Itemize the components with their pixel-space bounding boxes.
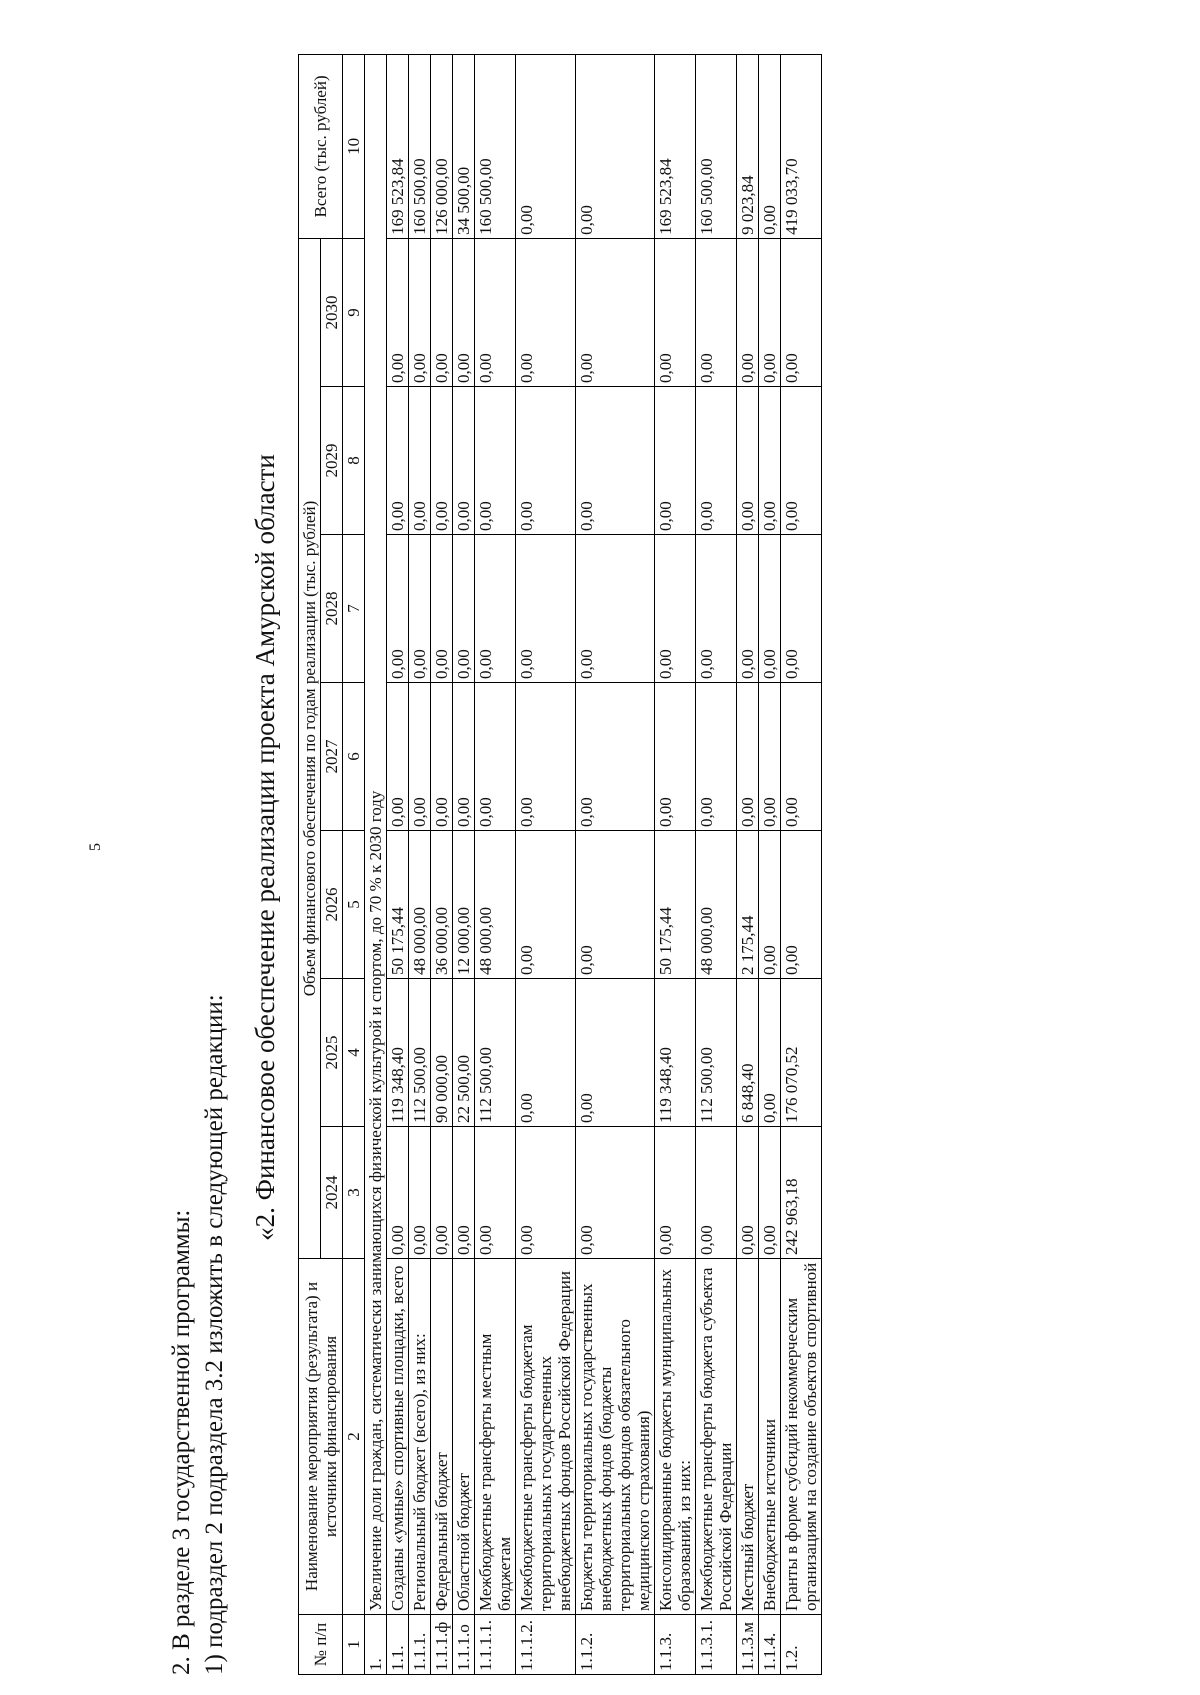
row-value: 0,00 bbox=[516, 683, 576, 831]
table-row bbox=[431, 54, 453, 1674]
row-value: 0,00 bbox=[475, 387, 516, 535]
row-value: 0,00 bbox=[781, 683, 822, 831]
row-value: 0,00 bbox=[409, 535, 431, 683]
row-num: 1.1.1.2. bbox=[516, 1615, 576, 1675]
row-value: 0,00 bbox=[516, 831, 576, 979]
row-value: 0,00 bbox=[655, 387, 696, 535]
row-value: 48 000,00 bbox=[696, 831, 737, 979]
row-value: 0,00 bbox=[781, 535, 822, 683]
row-value: 0,00 bbox=[453, 683, 475, 831]
row-name: Межбюджетные трансферты местным бюджетам bbox=[475, 1259, 516, 1615]
row-name: Бюджеты территориальных государственных внебюджетных фондов (бюджеты территориальных фондов обязательного медицинского страхования) bbox=[576, 1259, 655, 1615]
header-year: 2029 bbox=[321, 387, 343, 535]
row-name: Внебюджетные источники bbox=[759, 1259, 781, 1615]
row-name: Межбюджетные трансферты бюджетам территориальных государственных внебюджетных фондов Российской Федерации bbox=[516, 1259, 576, 1615]
row-value: 0,00 bbox=[453, 387, 475, 535]
row-value: 112 500,00 bbox=[409, 979, 431, 1127]
row-name: Межбюджетные трансферты бюджета субъекта Российской Федерации bbox=[696, 1259, 737, 1615]
row-value: 0,00 bbox=[475, 535, 516, 683]
row-value: 0,00 bbox=[655, 683, 696, 831]
row-value: 0,00 bbox=[387, 238, 409, 386]
row-value: 0,00 bbox=[655, 535, 696, 683]
col-number: 7 bbox=[343, 535, 365, 683]
row-value: 0,00 bbox=[696, 387, 737, 535]
row-value: 48 000,00 bbox=[409, 831, 431, 979]
row-value: 0,00 bbox=[516, 238, 576, 386]
row-value: 0,00 bbox=[431, 683, 453, 831]
col-number: 6 bbox=[343, 683, 365, 831]
row-value: 22 500,00 bbox=[453, 979, 475, 1127]
row-value: 0,00 bbox=[475, 1127, 516, 1259]
col-number: 2 bbox=[343, 1259, 365, 1615]
header-year: 2026 bbox=[321, 831, 343, 979]
header-total: Всего (тыс. рублей) bbox=[299, 54, 343, 238]
row-value: 0,00 bbox=[453, 535, 475, 683]
row-value: 0,00 bbox=[409, 387, 431, 535]
goal-num: 1. bbox=[365, 1615, 387, 1675]
row-value: 0,00 bbox=[696, 238, 737, 386]
row-total: 126 000,00 bbox=[431, 54, 453, 238]
row-value: 0,00 bbox=[576, 683, 655, 831]
intro-line-1: 2. В разделе 3 государственной программы: bbox=[168, 1209, 195, 1675]
row-value: 6 848,40 bbox=[737, 979, 759, 1127]
row-value: 0,00 bbox=[387, 535, 409, 683]
row-value: 0,00 bbox=[576, 979, 655, 1127]
row-value: 0,00 bbox=[759, 979, 781, 1127]
col-number: 8 bbox=[343, 387, 365, 535]
row-value: 0,00 bbox=[737, 683, 759, 831]
row-num: 1.1.3.м bbox=[737, 1615, 759, 1675]
row-value: 0,00 bbox=[759, 683, 781, 831]
row-value: 0,00 bbox=[696, 535, 737, 683]
row-num: 1.1.2. bbox=[576, 1615, 655, 1675]
col-number: 9 bbox=[343, 238, 365, 386]
table-row bbox=[387, 54, 409, 1674]
row-value: 0,00 bbox=[576, 1127, 655, 1259]
table-row bbox=[759, 54, 781, 1674]
row-num: 1.1.1.о bbox=[453, 1615, 475, 1675]
row-num: 1.1.1.1. bbox=[475, 1615, 516, 1675]
row-value: 0,00 bbox=[431, 238, 453, 386]
row-total: 160 500,00 bbox=[409, 54, 431, 238]
header-volume: Объем финансового обеспечения по годам реализации (тыс. рублей) bbox=[299, 238, 321, 1258]
row-name: Созданы «умные» спортивные площадки, всего bbox=[387, 1259, 409, 1615]
row-value: 0,00 bbox=[781, 831, 822, 979]
row-value: 0,00 bbox=[655, 1127, 696, 1259]
row-total: 169 523,84 bbox=[387, 54, 409, 238]
header-year: 2027 bbox=[321, 683, 343, 831]
row-value: 0,00 bbox=[453, 1127, 475, 1259]
row-total: 169 523,84 bbox=[655, 54, 696, 238]
row-value: 0,00 bbox=[409, 683, 431, 831]
row-num: 1.1. bbox=[387, 1615, 409, 1675]
col-number: 5 bbox=[343, 831, 365, 979]
row-value: 0,00 bbox=[655, 238, 696, 386]
row-value: 0,00 bbox=[696, 1127, 737, 1259]
row-value: 12 000,00 bbox=[453, 831, 475, 979]
row-value: 0,00 bbox=[576, 535, 655, 683]
row-value: 0,00 bbox=[409, 1127, 431, 1259]
header-year: 2024 bbox=[321, 1127, 343, 1259]
row-value: 0,00 bbox=[387, 1127, 409, 1259]
row-value: 0,00 bbox=[431, 535, 453, 683]
row-num: 1.1.1. bbox=[409, 1615, 431, 1675]
row-name: Региональный бюджет (всего), из них: bbox=[409, 1259, 431, 1615]
row-value: 119 348,40 bbox=[655, 979, 696, 1127]
table-row bbox=[453, 54, 475, 1674]
row-value: 0,00 bbox=[737, 387, 759, 535]
table-row bbox=[576, 54, 655, 1674]
table-row bbox=[409, 54, 431, 1674]
col-number: 1 bbox=[343, 1615, 365, 1675]
row-total: 160 500,00 bbox=[475, 54, 516, 238]
row-value: 0,00 bbox=[453, 238, 475, 386]
row-value: 112 500,00 bbox=[475, 979, 516, 1127]
row-num: 1.1.3. bbox=[655, 1615, 696, 1675]
row-value: 90 000,00 bbox=[431, 979, 453, 1127]
row-num: 1.2. bbox=[781, 1615, 822, 1675]
row-value: 0,00 bbox=[475, 238, 516, 386]
row-value: 2 175,44 bbox=[737, 831, 759, 979]
table-row bbox=[781, 54, 822, 1674]
row-total: 419 033,70 bbox=[781, 54, 822, 238]
row-value: 0,00 bbox=[387, 683, 409, 831]
row-value: 0,00 bbox=[576, 238, 655, 386]
row-total: 9 023,84 bbox=[737, 54, 759, 238]
row-value: 176 070,52 bbox=[781, 979, 822, 1127]
intro-line-2: 1) подраздел 2 подраздела 3.2 изложить в следующей редакции: bbox=[201, 994, 228, 1675]
row-value: 0,00 bbox=[759, 831, 781, 979]
row-value: 0,00 bbox=[759, 1127, 781, 1259]
row-value: 0,00 bbox=[781, 387, 822, 535]
row-num: 1.1.3.1. bbox=[696, 1615, 737, 1675]
row-value: 0,00 bbox=[759, 535, 781, 683]
page-number: 5 bbox=[87, 843, 104, 851]
column-numbers-row bbox=[343, 54, 365, 1674]
row-value: 36 000,00 bbox=[431, 831, 453, 979]
header-name: Наименование мероприятия (результата) и источники финансирования bbox=[299, 1259, 343, 1615]
row-total: 34 500,00 bbox=[453, 54, 475, 238]
row-name: Гранты в форме субсидий некоммерческим организациям на создание объектов спортивной bbox=[781, 1259, 822, 1615]
row-total: 0,00 bbox=[576, 54, 655, 238]
row-value: 0,00 bbox=[737, 1127, 759, 1259]
header-year: 2028 bbox=[321, 535, 343, 683]
table-row bbox=[516, 54, 576, 1674]
row-total: 160 500,00 bbox=[696, 54, 737, 238]
col-number: 4 bbox=[343, 979, 365, 1127]
row-value: 0,00 bbox=[431, 1127, 453, 1259]
goal-row bbox=[365, 54, 387, 1674]
row-value: 0,00 bbox=[387, 387, 409, 535]
row-value: 0,00 bbox=[737, 535, 759, 683]
row-name: Федеральный бюджет bbox=[431, 1259, 453, 1615]
row-name: Консолидированные бюджеты муниципальных образований, из них: bbox=[655, 1259, 696, 1615]
row-num: 1.1.4. bbox=[759, 1615, 781, 1675]
col-number: 3 bbox=[343, 1127, 365, 1259]
row-value: 0,00 bbox=[576, 387, 655, 535]
row-total: 0,00 bbox=[759, 54, 781, 238]
header-year: 2030 bbox=[321, 238, 343, 386]
row-value: 0,00 bbox=[516, 387, 576, 535]
row-value: 0,00 bbox=[737, 238, 759, 386]
col-number: 10 bbox=[343, 54, 365, 238]
financing-table bbox=[298, 54, 822, 1675]
row-value: 0,00 bbox=[759, 387, 781, 535]
row-value: 48 000,00 bbox=[475, 831, 516, 979]
row-value: 112 500,00 bbox=[696, 979, 737, 1127]
table-row bbox=[737, 54, 759, 1674]
row-value: 0,00 bbox=[516, 979, 576, 1127]
goal-text: Увеличение доли граждан, систематически занимающихся физической культурой и спортом, до 70 % к 2030 году bbox=[365, 54, 387, 1614]
row-value: 0,00 bbox=[516, 535, 576, 683]
row-value: 0,00 bbox=[431, 387, 453, 535]
row-value: 50 175,44 bbox=[387, 831, 409, 979]
table-row bbox=[655, 54, 696, 1674]
row-value: 119 348,40 bbox=[387, 979, 409, 1127]
table-row bbox=[696, 54, 737, 1674]
table-row bbox=[475, 54, 516, 1674]
row-value: 0,00 bbox=[409, 238, 431, 386]
row-total: 0,00 bbox=[516, 54, 576, 238]
header-year: 2025 bbox=[321, 979, 343, 1127]
section-title: «2. Финансовое обеспечение реализации проекта Амурской области bbox=[250, 454, 280, 1241]
row-value: 50 175,44 bbox=[655, 831, 696, 979]
row-name: Областной бюджет bbox=[453, 1259, 475, 1615]
row-name: Местный бюджет bbox=[737, 1259, 759, 1615]
row-value: 0,00 bbox=[516, 1127, 576, 1259]
row-value: 0,00 bbox=[576, 831, 655, 979]
row-num: 1.1.1.ф bbox=[431, 1615, 453, 1675]
row-value: 0,00 bbox=[781, 238, 822, 386]
row-value: 242 963,18 bbox=[781, 1127, 822, 1259]
row-value: 0,00 bbox=[759, 238, 781, 386]
row-value: 0,00 bbox=[475, 683, 516, 831]
row-value: 0,00 bbox=[696, 683, 737, 831]
header-num: № п/п bbox=[299, 1615, 343, 1675]
